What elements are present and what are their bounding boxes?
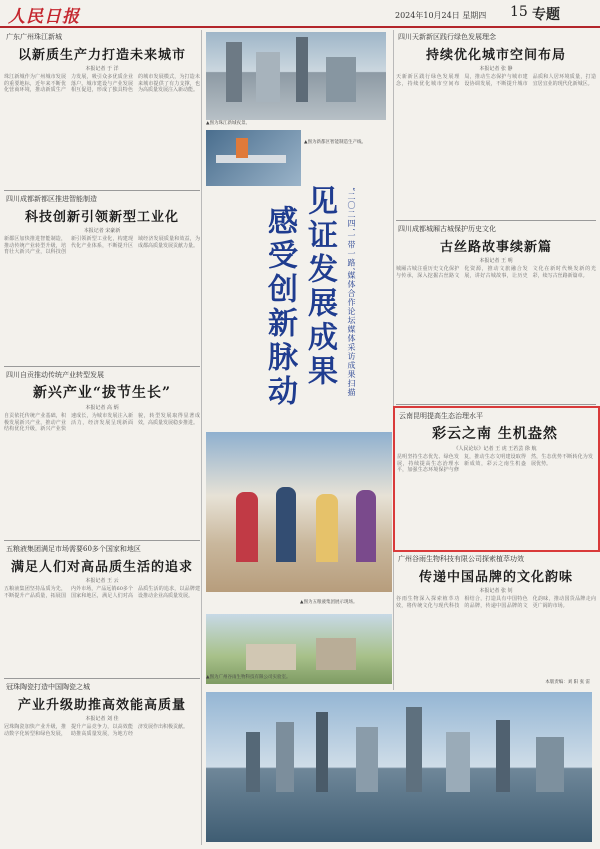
article-headline: 满足人们对高品质生活的追求 xyxy=(10,560,193,575)
newspaper-logo: 人民日报 xyxy=(8,7,80,27)
article-headline: 产业升级助推高效能高质量 xyxy=(17,698,186,713)
photo-city-aerial xyxy=(206,692,592,842)
article-body: 城厢古城注重历史文化保护与传承，深入挖掘古丝路文化资源，推动文旅融合发展，讲好古城故事，让历史文化在新时代焕发新的光彩，续写古丝路新篇章。 xyxy=(396,266,596,279)
article-byline: 本报记者 张 静 xyxy=(479,66,513,72)
photo-caption: ▲图为珠江新城夜景。 xyxy=(206,121,250,126)
article-headline: 古丝路故事续新篇 xyxy=(439,240,552,255)
photo-town-square xyxy=(206,614,392,684)
article-body: 冠珠陶瓷加快产业升级，推动数字化转型和绿色发展，提升产品竞争力，以高效能助推高质量发展，为地方经济发展作出积极贡献。 xyxy=(4,724,189,737)
column-divider xyxy=(201,30,202,845)
article-byline: 本报记者 于 洋 xyxy=(85,66,119,72)
article-kunming[interactable] xyxy=(397,409,593,545)
article-zigong xyxy=(4,368,200,538)
article-kicker: 冠珠陶瓷打造中国陶瓷之城 xyxy=(6,683,90,691)
article-body: 新都区加快推进智能制造，推动传统产业转型升级，培育壮大新兴产业，以科技创新引领新型工业化，构建现代化产业体系，不断提升区域经济发展质量和效益，为成都高质量发展贡献力量。 xyxy=(4,236,200,256)
page-number: 15 xyxy=(510,4,528,20)
page-editor-credit: 本版责编：刘 阳 张 雷 xyxy=(545,680,590,685)
photo-factory-line xyxy=(206,130,301,186)
column-divider xyxy=(393,30,394,690)
article-xindu xyxy=(4,192,200,362)
photo-exhibition xyxy=(206,432,392,592)
article-headline: 科技创新引领新型工业化 xyxy=(24,210,179,225)
article-headline: 新兴产业“拔节生长” xyxy=(32,385,172,401)
article-kicker: 广东广州珠江新城 xyxy=(6,33,62,41)
article-body: 自贡依托传统产业基础，积极发展新兴产业，推动产业结构优化升级，新兴产业快速成长，为城市发展注入新活力，经济发展呈现新面貌，转型发展取得显著成效，高质量发展稳步推进。 xyxy=(4,413,200,433)
article-kicker: 四川成都新都区推进智能制造 xyxy=(6,195,97,203)
divider xyxy=(4,540,200,541)
article-body: 珠江新城作为广州城市发展的重要地标，近年来不断优化营商环境，推动新质生产力发展，吸引众多优质企业落户。城市建设与产业发展相互促进，形成了独具特色的城市发展模式，为打造未来城市提供了有力支撑，也为高质量发展注入新动能。 xyxy=(4,74,200,94)
article-body: 昆明坚持生态优先、绿色发展，持续提高生态治理水平，加强生态环境保护与修复，推动生态文明建设取得新成效，彩云之南生机盎然，生态优势不断转化为发展优势。 xyxy=(397,454,593,474)
masthead xyxy=(0,0,600,28)
article-wuliangye xyxy=(4,542,200,676)
article-tianxin xyxy=(396,30,596,220)
article-headline: 传递中国品牌的文化韵味 xyxy=(418,570,573,585)
page-section-title: 专题 xyxy=(532,7,560,23)
article-kicker: 四川天新新区践行绿色发展理念 xyxy=(398,33,496,41)
article-kicker: 云南昆明提高生态治理水平 xyxy=(399,412,483,420)
article-byline: 《人民论坛》记者 王 虎 王若芸 徐 航 xyxy=(453,446,537,452)
article-headline: 以新质生产力打造未来城市 xyxy=(17,48,186,63)
photo-caption: ▲图为五粮液集团展示现场。 xyxy=(300,600,358,605)
banner-subtitle: “二〇二四‘一带一路’媒体合作论坛媒体采访成果扫描 xyxy=(347,187,356,398)
article-kicker: 广州谷雨生物科技有限公司探索植萃功效 xyxy=(398,555,524,563)
article-byline: 本报记者 高 炳 xyxy=(85,405,119,411)
issue-date: 2024年10月24日 星期四 xyxy=(395,11,487,20)
divider xyxy=(4,366,200,367)
photo-city-skyline xyxy=(206,32,386,120)
article-chengxiang xyxy=(396,222,596,402)
banner-slogan-right: 见证发展成果 xyxy=(302,185,337,389)
article-byline: 本报记者 宋豪新 xyxy=(83,228,121,234)
article-headline: 彩云之南 生机盎然 xyxy=(432,426,558,442)
divider xyxy=(396,220,596,221)
article-byline: 本报记者 王 云 xyxy=(85,578,119,584)
divider xyxy=(4,678,200,679)
article-body: 五粮液集团坚持品质为先，不断提升产品质量，拓展国内外市场，产品远销60多个国家和地区，满足人们对高品质生活的追求，以品牌建设推动企业高质量发展。 xyxy=(4,586,200,599)
article-body: 天新新区践行绿色发展理念，持续优化城市空间布局，推动生态保护与城市建设协调发展，不断提升城市品质和人居环境质量，打造宜居宜业的现代化新城区。 xyxy=(396,74,596,87)
article-kicker: 五粮液集团满足市场需要60多个国家和地区 xyxy=(6,545,141,553)
article-guanzhu xyxy=(4,680,200,846)
special-banner xyxy=(202,185,392,425)
article-kicker: 四川自贡推动传统产业转型发展 xyxy=(6,371,104,379)
article-kicker: 四川成都城厢古城保护历史文化 xyxy=(398,225,496,233)
article-byline: 本报记者 王 明 xyxy=(479,258,513,264)
article-guangzhou xyxy=(4,30,200,190)
article-byline: 本报记者 张 钊 xyxy=(479,588,513,594)
divider xyxy=(4,190,200,191)
article-headline: 持续优化城市空间布局 xyxy=(425,48,566,63)
banner-slogan-left: 感受创新脉动 xyxy=(262,205,297,409)
article-byline: 本报记者 刘 佳 xyxy=(85,716,119,722)
article-body: 谷雨生物深入探索植萃功效，将传统文化与现代科技相结合，打造具有中国特色的品牌，传递中国品牌的文化韵味，推动国货品牌走向更广阔的市场。 xyxy=(396,596,596,609)
photo-caption: ▲图为新都区智能制造生产线。 xyxy=(304,140,366,145)
divider xyxy=(396,404,596,405)
article-guyu xyxy=(396,552,596,688)
photo-caption: ▲图为广州谷雨生物科技有限公司实验室。 xyxy=(206,675,291,680)
